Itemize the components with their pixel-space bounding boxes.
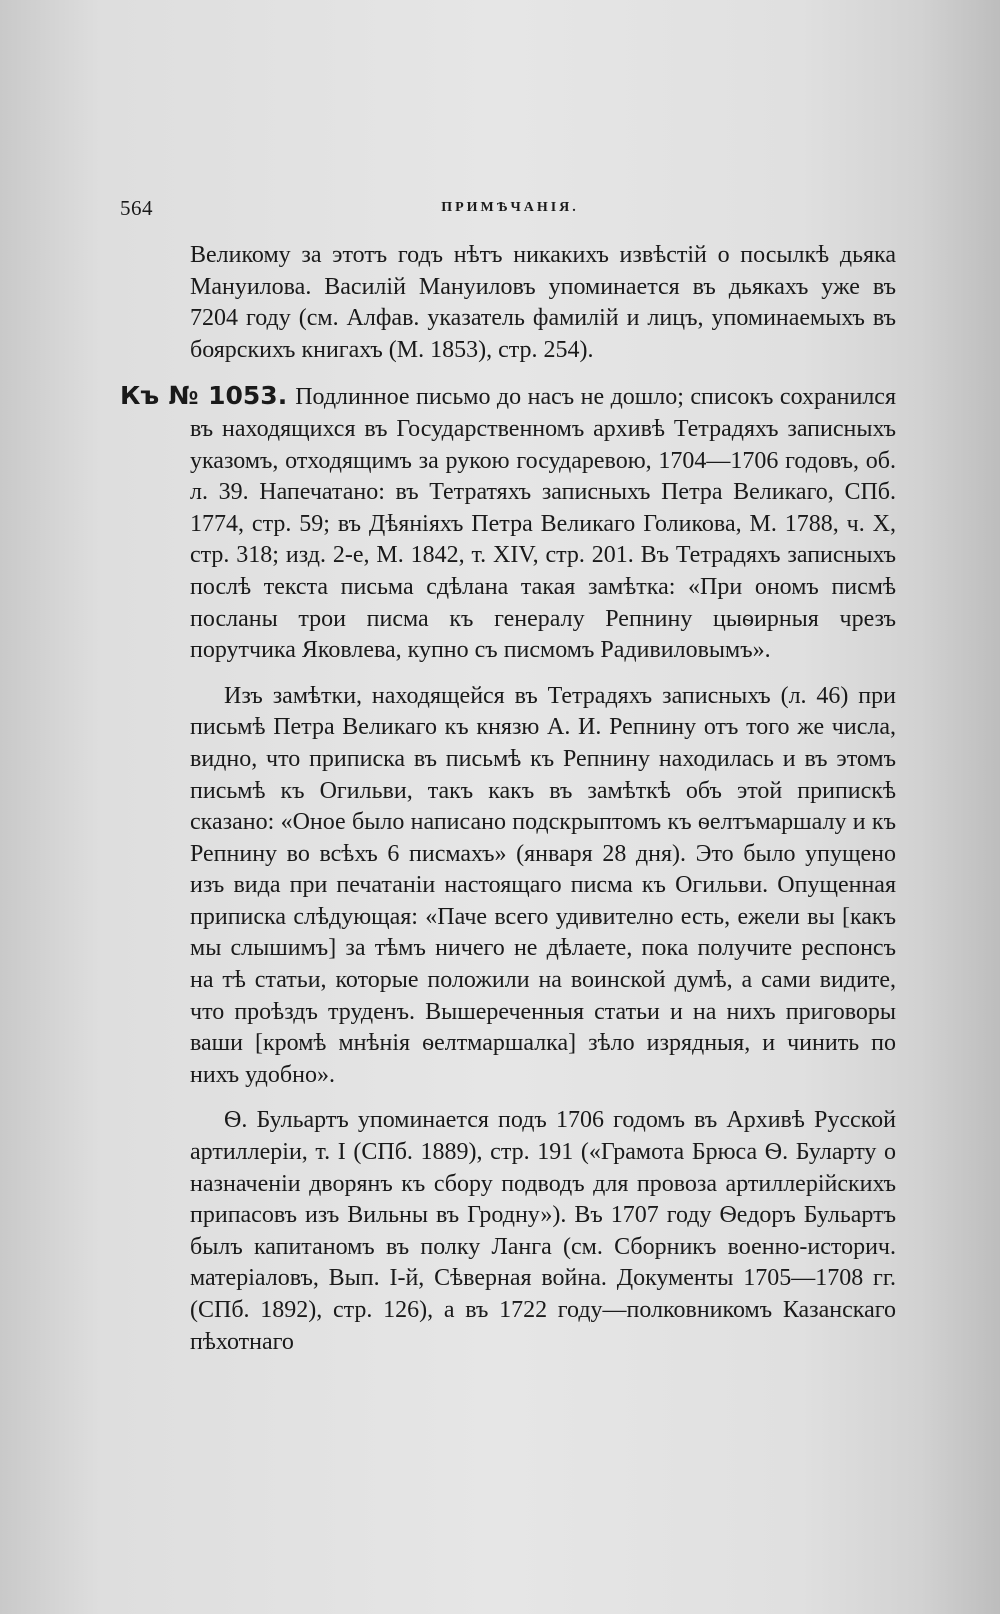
boulart-paragraph: Ѳ. Бульартъ упоминается подъ 1706 годомъ въ Архивѣ Русской артиллеріи, т. I (СПб. 1889), стр. 191 («Грамота Брюса Ѳ. Буларту о назначеніи дворянъ къ сбору подводъ для провоза артиллерійскихъ припасовъ изъ Вильны въ Гродну»). Въ 1707 году Ѳедоръ Бульартъ былъ капитаномъ въ полку Ланга (см. Сборникъ военно-историч. матеріаловъ, Вып. I-й, Сѣверная война. Документы 1705—1708 гг. (СПб. 1892), стр. 126), а въ 1722 году—полковникомъ Казанскаго пѣхотнаго xyxy=(190,1107,896,1355)
running-title: ПРИМѢЧАНІЯ. xyxy=(441,200,579,215)
note-1053-paragraph xyxy=(120,380,896,666)
body-text xyxy=(120,240,896,1372)
note-reference-label: Къ № 1053. xyxy=(120,381,288,411)
continuation-paragraph: Великому за этотъ годъ нѣтъ никакихъ извѣстій о посылкѣ дьяка Мануилова. Василій Мануиловъ упоминается въ дьякахъ уже въ 7204 году (см. Алфав. указатель фамилій и лицъ, упоминаемыхъ въ боярскихъ книгахъ (М. 1853), стр. 254). xyxy=(190,242,896,363)
note-1053-text: Подлинное письмо до насъ не дошло; списокъ сохранился въ находящихся въ Государственномъ архивѣ Тетрадяхъ записныхъ указомъ, отходящимъ за рукою государевою, 1704—1706 годовъ, об. л. 39. Напечатано: въ Тетратяхъ записныхъ Петра Великаго, СПб. 1774, стр. 59; въ Дѣяніяхъ Петра Великаго Голикова, М. 1788, ч. X, стр. 318; изд. 2-е, М. 1842, т. XIV, стр. 201. Въ Тетрадяхъ записныхъ послѣ текста письма сдѣлана такая замѣтка: «При ономъ писмѣ посланы трои писма къ генералу Репнину цыѳирныя чрезъ порутчика Яковлева, купно съ писмомъ Радивиловымъ». xyxy=(190,384,896,664)
page-header xyxy=(120,196,900,226)
page-number: 564 xyxy=(120,196,153,220)
postscript-paragraph: Изъ замѣтки, находящейся въ Тетрадяхъ записныхъ (л. 46) при письмѣ Петра Великаго къ князю А. И. Репнину отъ того же числа, видно, что приписка въ письмѣ къ Репнину находилась и въ этомъ письмѣ къ Огильви, такъ какъ въ замѣткѣ объ этой припискѣ сказано: «Оное было написано подскрыптомъ къ ѳелтъмаршалу и къ Репнину во всѣхъ 6 писмахъ» (января 28 дня). Это было упущено изъ вида при печатаніи настоящаго писма къ Огильви. Опущенная приписка слѣдующая: «Паче всего удивително есть, ежели вы [какъ мы слышимъ] за тѣмъ ничего не дѣлаете, пока получите респонсъ на тѣ статьи, которые положили на воинской думѣ, а сами видите, что проѣздъ труденъ. Вышереченныя статьи и на нихъ приговоры ваши [кромѣ мнѣнія ѳелтмаршалка] зѣло изрядныя, и чинить по нихъ удобно». xyxy=(190,682,896,1088)
